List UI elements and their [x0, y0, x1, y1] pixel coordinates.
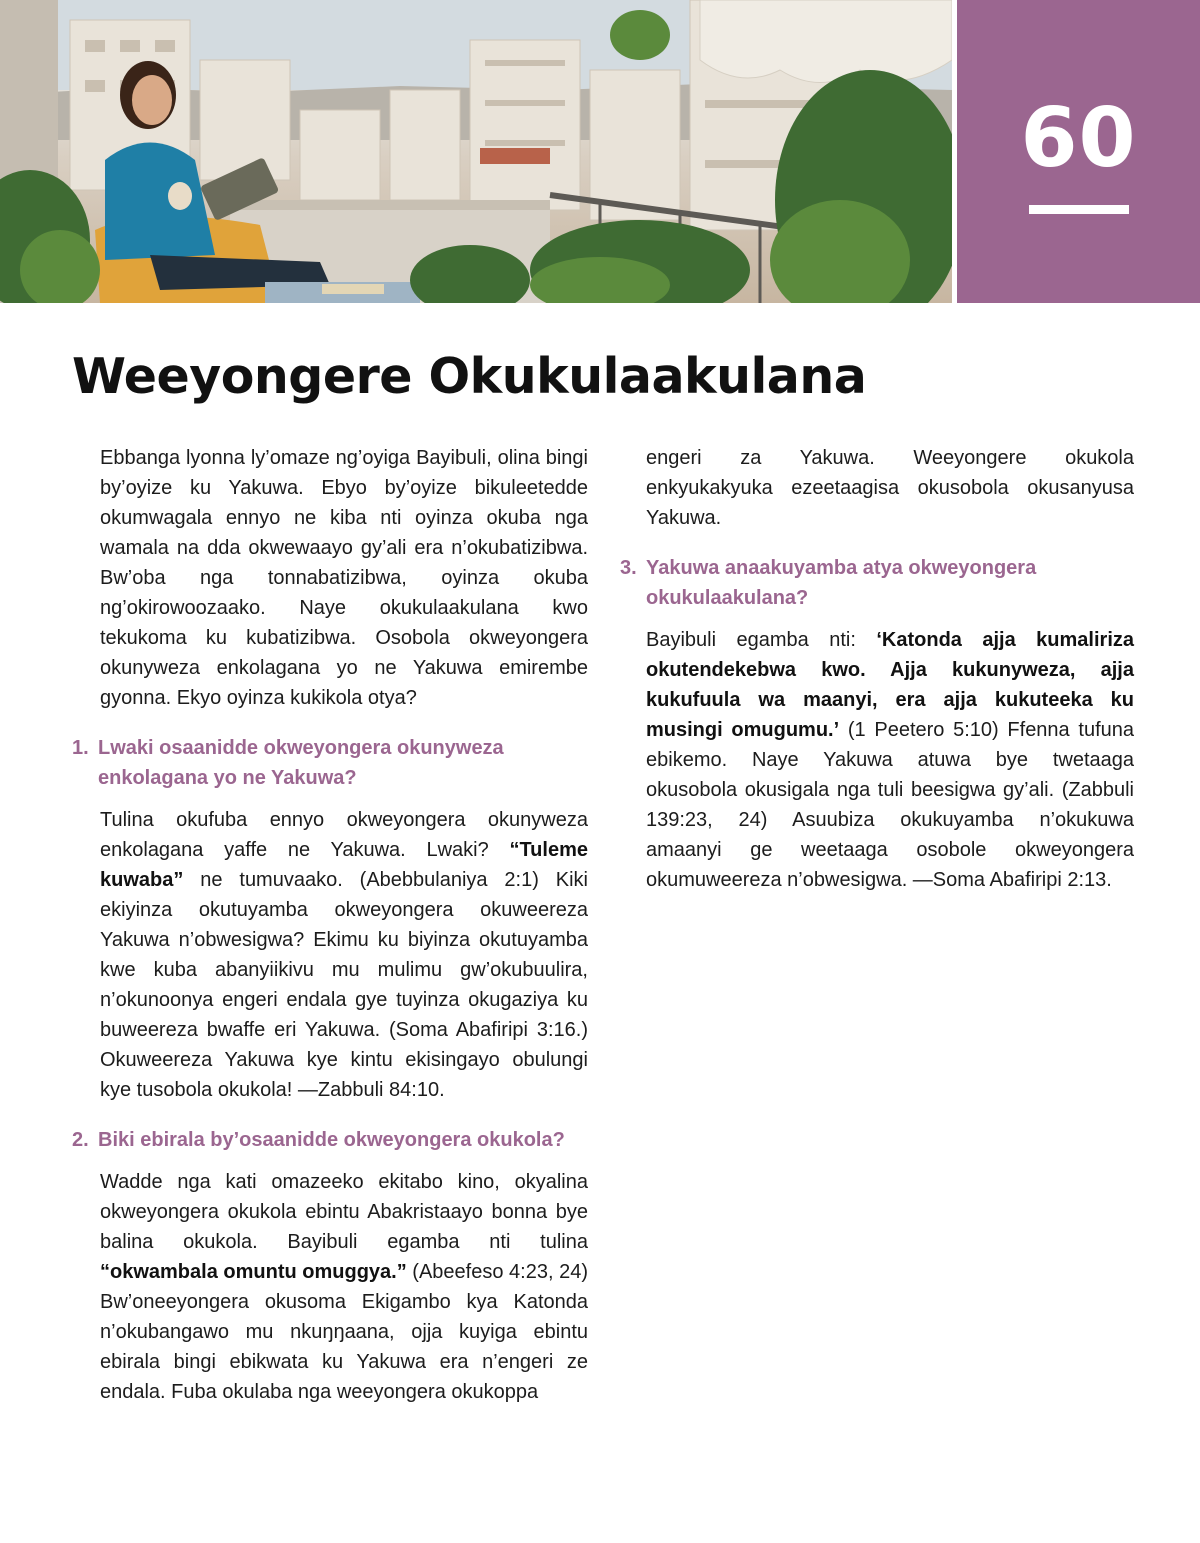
paragraph-text: Wadde nga kati omazeeko ekitabo kino, okyalina okweyongera okukola ebintu Abakristaayo bonna bye balina okukola. Bayibuli egamba nti tulina — [100, 1171, 588, 1253]
page-title: Weeyongere Okukulaakulana — [72, 348, 867, 405]
answer-paragraph-2-continued: engeri za Yakuwa. Weeyongere okukola enkyukakyuka ezeetaagisa okusobola okusanyusa Yakuwa. — [646, 447, 1134, 529]
left-column — [72, 443, 588, 1407]
question-text: Yakuwa anaakuyamba atya okweyongera okukulaakulana? — [646, 557, 1037, 609]
scripture-quote: ‘Katonda ajja kumaliriza okutendekebwa kwo. Ajja kukunyweza, ajja kukufuula wa maanyi, era ajja kukuteeka ku musingi omugumu.’ — [646, 629, 1134, 741]
scripture-quote: “okwambala omuntu omuggya.” — [100, 1261, 407, 1283]
question-text: Biki ebirala by’osaanidde okweyongera okukola? — [98, 1129, 565, 1151]
scripture-quote: “Tuleme kuwaba” — [100, 839, 588, 891]
right-column — [620, 443, 1134, 895]
question-number: 3. — [620, 557, 637, 579]
answer-paragraph-1 — [100, 805, 588, 1105]
question-number: 1. — [72, 737, 89, 759]
answer-paragraph-3 — [646, 625, 1134, 895]
paragraph-text: (1 Peetero 5:10) Ffenna tufuna ebikemo. Naye Yakuwa atuwa bye twetaaga okusobola okusigala nga tuli beesigwa gy’ali. (Zabbuli 139:23, 24) Asuubiza okukuyamba n’okukuwa amaanyi ge weetaaga osobole okweyongera okumuweereza n’obwesigwa. —Soma Abafiripi 2:13. — [646, 719, 1134, 891]
question-text: Lwaki osaanidde okweyongera okunyweza enkolagana yo ne Yakuwa? — [98, 737, 504, 789]
intro-paragraph: Ebbanga lyonna ly’omaze ng’oyiga Bayibuli, olina bingi by’oyize ku Yakuwa. Ebyo by’oyize bikuleetedde okumwagala ennyo ne kiba nti oyinza okuba nga wamala na dda okwewaayo gy’ali era n’okubatizibwa. Bw’oba nga tonnabatizibwa, oyinza okuba ng’okirowoozaako. Naye okukulaakulana kwo tekukoma ku kubatizibwa. Osobola okweyongera okunyweza enkolagana yo ne Yakuwa emirembe gyonna. Ekyo oyinza kukikola otya? — [100, 447, 588, 709]
paragraph-text: (Abeefeso 4:23, 24) Bw’oneeyongera okusoma Ekigambo kya Katonda n’okubangawo mu nkuŋŋaana, ojja kuyiga ebintu ebirala bingi ebikwata ku Yakuwa era n’engeri ze endala. Fuba okulaba nga weeyongera okukoppa — [100, 1261, 589, 1403]
question-2 — [72, 1125, 588, 1155]
lesson-number-box — [957, 0, 1200, 303]
paragraph-text: Bayibuli egamba nti: — [646, 629, 877, 651]
question-1 — [72, 733, 588, 793]
lesson-number: 60 — [1020, 91, 1137, 186]
question-3 — [620, 553, 1134, 613]
paragraph-text: Tulina okufuba ennyo okweyongera okunyweza enkolagana yaffe ne Yakuwa. Lwaki? — [100, 809, 588, 861]
lesson-number-rule — [1029, 205, 1129, 214]
paragraph-text: ne tumuvaako. (Abebbulaniya 2:1) Kiki ekiyinza okutuyamba okweyongera okuweereza Yakuwa n’obwesigwa? Ekimu ku biyinza okutuyamba kwe kuba abanyiikivu mu mulimu gw’okubuulira, n’okunoonya engeri endala gye tuyinza okugaziya ku buweereza bwaffe eri Yakuwa. (Soma Abafiripi 3:16.) Okuweereza Yakuwa kye kintu ekisingayo obulungi kye tusobola okukola! —Zabbuli 84:10. — [100, 869, 588, 1101]
balcony-scene-illustration — [0, 0, 952, 303]
answer-paragraph-2 — [100, 1167, 588, 1407]
header-photo — [0, 0, 952, 303]
question-number: 2. — [72, 1129, 89, 1151]
